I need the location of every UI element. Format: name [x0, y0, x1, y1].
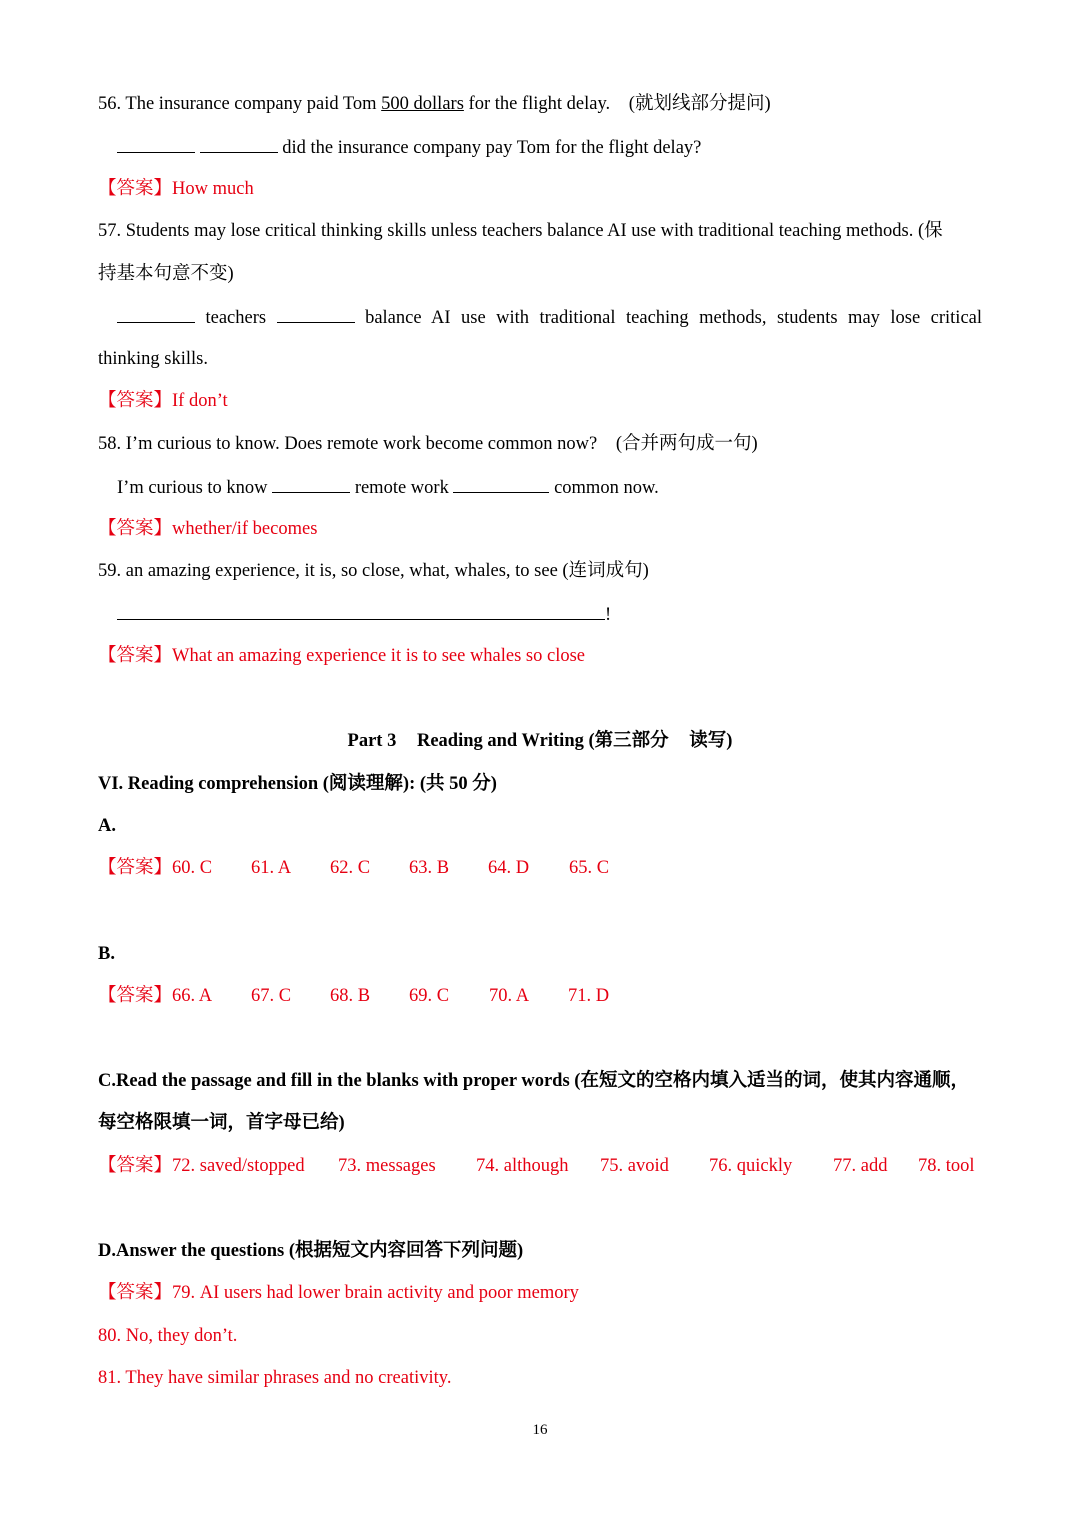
q59-question: 59. an amazing experience, it is, so close, what, whales, to see (连词成句)	[98, 561, 649, 581]
section-d-title: D.Answer the questions (根据短文内容回答下列问题)	[98, 1241, 524, 1261]
q59-rewrite: !	[117, 602, 611, 627]
q58-instruction: (合并两句成一句)	[615, 434, 758, 454]
q56-rewrite: did the insurance company pay Tom for the flight delay?	[117, 135, 701, 160]
q58-question: 58. I’m curious to know. Does remote work become common now? (合并两句成一句)	[98, 434, 758, 454]
section-a-answers: 【答案】60. C 61. A 62. C 63. B 64. D 65. C	[98, 858, 610, 878]
section-c-answers: 【答案】72. saved/stopped 73. messages 74. although 75. avoid 76. quickly 77. add 78. tool	[98, 1156, 975, 1176]
q57-question-cont: 持基本句意不变)	[98, 264, 234, 284]
q58-rewrite: I’m curious to know remote work common now.	[117, 475, 659, 500]
page-number: 16	[532, 1422, 548, 1438]
q57-blank-1[interactable]	[117, 305, 195, 323]
q58-blank-2[interactable]	[453, 475, 549, 493]
q57-blank-2[interactable]	[277, 305, 355, 323]
section-d-answer-80: 80. No, they don’t.	[98, 1326, 238, 1346]
q56-blank-1[interactable]	[117, 135, 195, 153]
q58-blank-1[interactable]	[272, 475, 350, 493]
section-a-label: A.	[98, 816, 116, 836]
q57-question: 57. Students may lose critical thinking skills unless teachers balance AI use with traditional teaching methods. (保	[98, 221, 943, 241]
section-b-answers: 【答案】66. A 67. C 68. B 69. C 70. A 71. D	[98, 986, 610, 1006]
section-b-label: B.	[98, 944, 115, 964]
q57-rewrite: teachers balance AI use with traditional teaching methods, students may lose critical	[117, 305, 982, 330]
section-d-answer-79: 【答案】79. AI users had lower brain activity and poor memory	[98, 1283, 579, 1303]
part3-heading: Part 3 Reading and Writing (第三部分 读写)	[347, 731, 733, 751]
q56-underlined: 500 dollars	[381, 94, 464, 114]
q57-answer: 【答案】If don’t	[98, 391, 228, 411]
q56-blank-2[interactable]	[200, 135, 278, 153]
q59-answer: 【答案】What an amazing experience it is to see whales so close	[98, 646, 586, 666]
q59-blank[interactable]	[117, 602, 605, 620]
section-c-title: C.Read the passage and fill in the blanks with proper words (在短文的空格内填入适当的词，使其内容通顺，	[98, 1071, 969, 1091]
q56-instruction: (就划线部分提问)	[628, 94, 771, 114]
q56-answer: 【答案】How much	[98, 179, 254, 199]
q57-rewrite-cont: thinking skills.	[98, 349, 208, 369]
section-vi-title: VI. Reading comprehension (阅读理解): (共 50 分)	[98, 774, 497, 794]
q58-answer: 【答案】whether/if becomes	[98, 519, 318, 539]
section-c-title-cont: 每空格限填一词，首字母已给)	[98, 1113, 345, 1133]
section-d-answer-81: 81. They have similar phrases and no creativity.	[98, 1368, 452, 1388]
q56-question: 56. The insurance company paid Tom 500 dollars for the flight delay. (就划线部分提问)	[98, 94, 771, 114]
